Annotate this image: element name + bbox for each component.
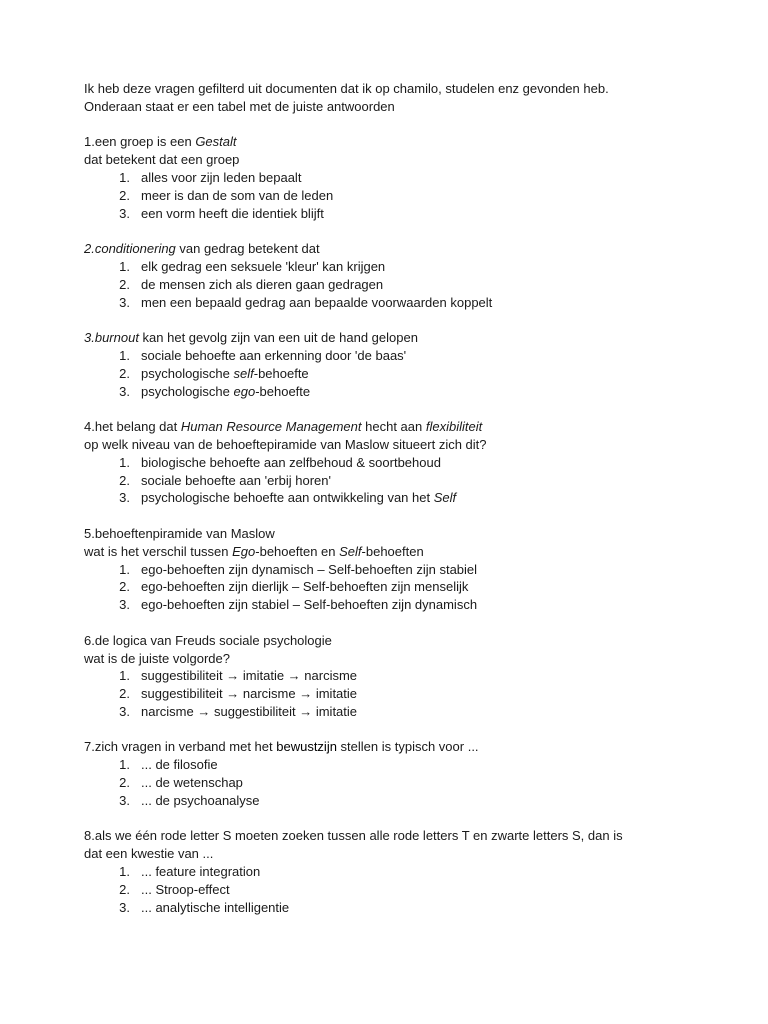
answer-option [84,294,684,312]
text-segment: -behoefte [255,383,311,399]
answer-option [84,205,684,223]
question-text [84,329,684,347]
text-segment: -behoeften en [255,543,340,559]
answer-options [84,667,684,720]
answer-option [84,667,684,685]
text-segment: -behoefte [253,365,309,381]
answer-option [84,881,684,899]
question-text [84,436,684,454]
italic-text: self [233,365,254,381]
option-number: 2. [119,276,130,292]
option-number: 3. [119,383,130,399]
question-5 [84,525,684,614]
option-number: 2. [119,775,130,791]
intro-line: Onderaan staat er een tabel met de juiste antwoorden [84,98,395,114]
answer-option [84,365,684,383]
answer-option [84,703,684,721]
option-text [141,383,310,401]
question-4 [84,418,684,507]
text-segment: 4.het belang dat [84,419,181,435]
italic-text: Self [433,490,457,506]
option-text [141,703,357,721]
option-number: 3. [119,899,130,915]
option-text [141,169,301,187]
question-3 [84,329,684,400]
question-text [84,845,684,863]
answer-options [84,169,684,222]
text-segment: een vorm heeft die identiek blijft [141,205,324,221]
option-text [141,685,357,703]
text-segment: psychologische behoefte aan ontwikkeling van het [141,490,434,506]
answer-options [84,454,684,507]
answer-option [84,756,684,774]
answer-option [84,863,684,881]
text-segment: men een bepaald gedrag aan bepaalde voorwaarden koppelt [141,294,493,310]
option-number: 1. [119,169,130,185]
text-segment: wat is het verschil tussen [84,543,233,559]
answer-option [84,276,684,294]
option-text [141,899,289,917]
question-list [84,133,684,916]
option-number: 2. [119,365,130,381]
question-7 [84,738,684,809]
intro-line: Ik heb deze vragen gefilterd uit documenten dat ik op chamilo, studelen enz gevonden heb. [84,81,609,96]
question-text [84,133,684,151]
document-content [84,80,684,934]
option-number: 3. [119,205,130,221]
option-text [141,205,324,223]
option-text [141,756,218,774]
text-segment: kan het gevolg zijn van een uit de hand gelopen [138,330,418,346]
question-text [84,738,684,756]
answer-option [84,347,684,365]
option-text [141,472,331,490]
option-text [141,774,243,792]
text-segment: meer is dan de som van de leden [141,187,334,203]
answer-option [84,489,684,507]
answer-options [84,561,684,614]
text-segment: wat is de juiste volgorde? [84,650,230,666]
text-segment: ... de psychoanalyse [141,792,260,808]
option-number: 2. [119,579,130,595]
text-segment: -behoeften [361,543,424,559]
text-segment: stellen is typisch voor ... [336,739,479,755]
question-text [84,240,684,258]
text-segment: ego-behoeften zijn stabiel – Self-behoeften zijn dynamisch [141,597,478,613]
option-number: 2. [119,472,130,488]
question-text [84,151,684,169]
option-number: 3. [119,597,130,613]
text-segment: de mensen zich als dieren gaan gedragen [141,276,384,292]
option-text [141,596,477,614]
question-text [84,418,684,436]
answer-option [84,561,684,579]
option-number: 1. [119,561,130,577]
text-segment: ... feature integration [141,864,261,880]
text-segment: van gedrag betekent dat [175,241,320,257]
answer-option [84,685,684,703]
answer-option [84,792,684,810]
italic-text: 3.burnout [84,330,139,346]
option-number: 2. [119,187,130,203]
option-text [141,347,406,365]
answer-option [84,578,684,596]
answer-options [84,347,684,400]
text-segment: 6.de logica van Freuds sociale psychologie [84,632,332,648]
option-number: 3. [119,792,130,808]
option-number: 1. [119,757,130,773]
text-segment: alles voor zijn leden bepaalt [141,169,302,185]
text-segment: ... Stroop-effect [141,881,230,897]
option-text [141,276,383,294]
text-segment: 7.zich vragen in verband met het [84,739,277,755]
text-segment: suggestibiliteit → imitatie → narcisme [141,668,358,684]
question-text [84,525,684,543]
italic-text: flexibiliteit [425,419,483,435]
option-text [141,881,230,899]
option-number: 3. [119,294,130,310]
text-segment: hecht aan [361,419,426,435]
answer-option [84,596,684,614]
option-number: 1. [119,668,130,684]
italic-text: 2.conditionering [84,241,176,257]
answer-option [84,187,684,205]
question-text [84,632,684,650]
answer-option [84,169,684,187]
answer-options [84,258,684,311]
intro-paragraph [84,80,684,116]
answer-option [84,899,684,917]
question-1 [84,133,684,222]
option-text [141,489,456,507]
text-segment: suggestibiliteit → narcisme → imitatie [141,686,358,702]
text-segment: dat een kwestie van ... [84,846,214,862]
option-number: 1. [119,454,130,470]
answer-option [84,383,684,401]
option-number: 3. [119,490,130,506]
answer-options [84,756,684,809]
text-segment: biologische behoefte aan zelfbehoud & soortbehoud [141,454,441,470]
option-text [141,187,333,205]
option-text [141,294,492,312]
question-6 [84,632,684,721]
italic-text: ego [233,383,256,399]
answer-options [84,863,684,916]
question-text [84,827,684,845]
text-segment: narcisme → suggestibiliteit → imitatie [141,703,358,719]
answer-option [84,258,684,276]
text-segment: 5.behoeftenpiramide van Maslow [84,525,275,541]
italic-text: Gestalt [195,134,237,150]
option-text [141,667,357,685]
italic-text: Human Resource Management [180,419,362,435]
text-segment: 8.als we één rode letter S moeten zoeken tussen alle rode letters T en zwarte letters S, dan is [84,828,623,844]
text-segment: ... de wetenschap [141,775,243,791]
text-segment: 1.een groep is een [84,134,196,150]
text-segment: ... de filosofie [141,757,218,773]
text-segment: bewustzijn [276,739,337,755]
text-segment: psychologische [141,383,234,399]
option-number: 3. [119,703,130,719]
option-text [141,365,309,383]
option-text [141,454,441,472]
option-text [141,258,385,276]
question-text [84,543,684,561]
answer-option [84,454,684,472]
option-number: 1. [119,258,130,274]
question-text [84,650,684,668]
text-segment: sociale behoefte aan erkenning door 'de baas' [141,347,407,363]
text-segment: dat betekent dat een groep [84,152,240,168]
option-text [141,792,260,810]
answer-option [84,774,684,792]
text-segment: ego-behoeften zijn dynamisch – Self-behoeften zijn stabiel [141,561,478,577]
option-number: 2. [119,686,130,702]
option-text [141,578,468,596]
question-2 [84,240,684,311]
option-number: 1. [119,347,130,363]
option-number: 2. [119,881,130,897]
question-8 [84,827,684,916]
italic-text: Ego [232,543,256,559]
italic-text: Self [339,543,362,559]
answer-option [84,472,684,490]
text-segment: ego-behoeften zijn dierlijk – Self-behoeften zijn menselijk [141,579,469,595]
text-segment: op welk niveau van de behoeftepiramide van Maslow situeert zich dit? [84,436,487,452]
text-segment: sociale behoefte aan 'erbij horen' [141,472,331,488]
text-segment: ... analytische intelligentie [141,899,290,915]
text-segment: psychologische [141,365,234,381]
option-text [141,863,260,881]
option-text [141,561,477,579]
text-segment: elk gedrag een seksuele 'kleur' kan krijgen [141,258,386,274]
option-number: 1. [119,864,130,880]
